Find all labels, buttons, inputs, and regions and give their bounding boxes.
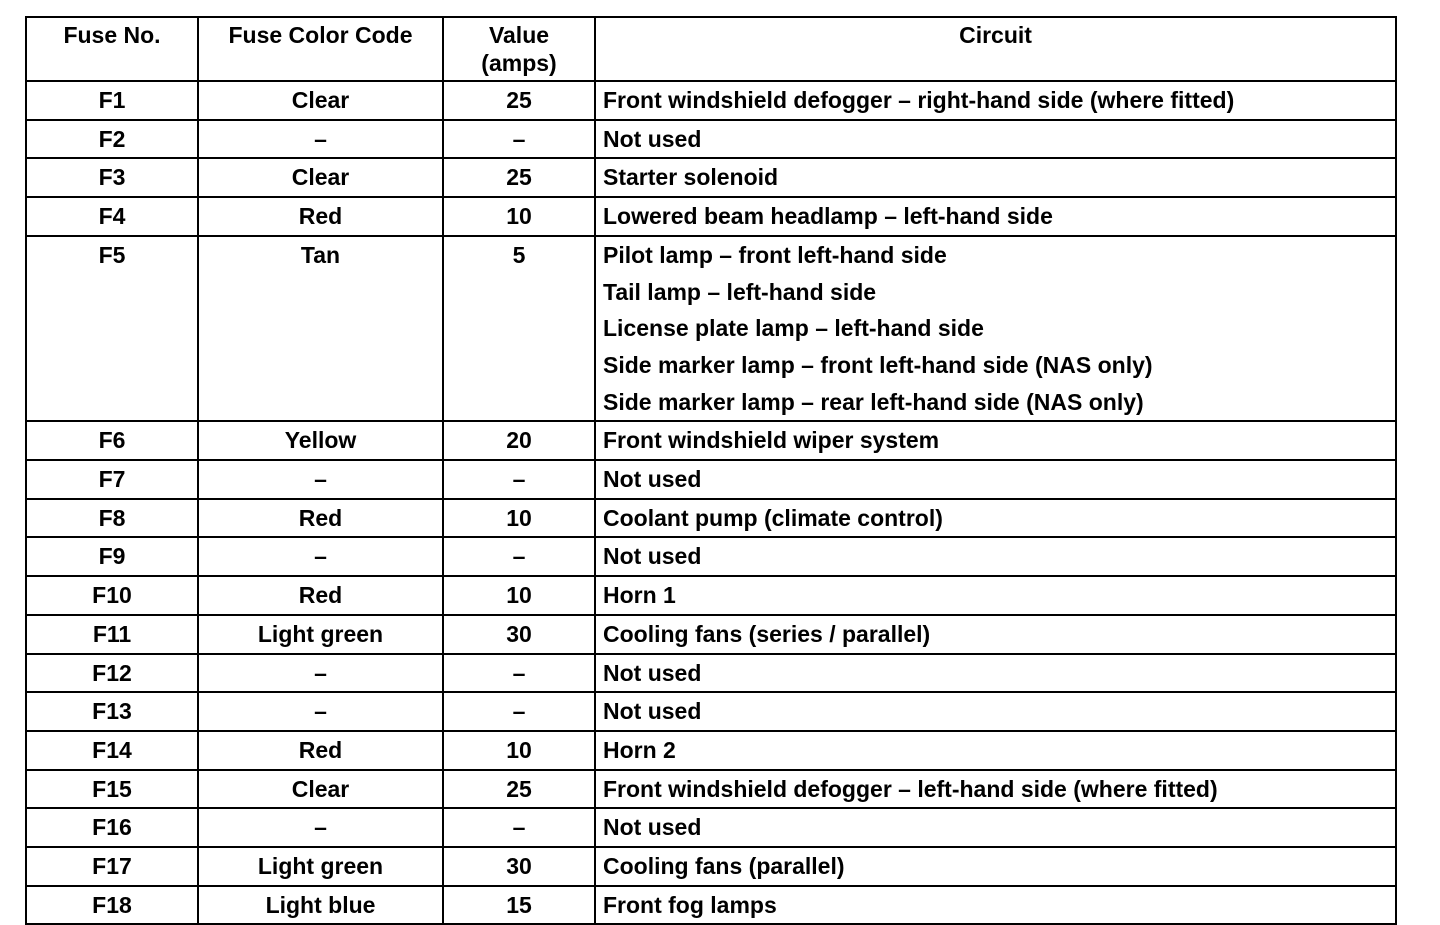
circuit-description: Coolant pump (climate control)	[603, 504, 943, 531]
fuse-number: F15	[26, 770, 198, 809]
fuse-circuit	[595, 499, 1396, 538]
fuse-color-code: Light green	[198, 615, 443, 654]
fuse-circuit	[595, 81, 1396, 120]
table-row	[26, 197, 1396, 236]
fuse-circuit	[595, 460, 1396, 499]
fuse-value-amps: –	[443, 537, 595, 576]
fuse-value-amps: 20	[443, 421, 595, 460]
fuse-value-amps: 5	[443, 236, 595, 422]
header-fuse-no: Fuse No.	[26, 17, 198, 81]
circuit-description: Pilot lamp – front left-hand side	[603, 241, 947, 268]
table-row	[26, 886, 1396, 925]
circuit-description: Cooling fans (parallel)	[603, 853, 845, 880]
header-value-line2: (amps)	[481, 50, 557, 76]
fuse-circuit	[595, 421, 1396, 460]
circuit-description: Not used	[603, 814, 702, 841]
fuse-color-code: –	[198, 692, 443, 731]
table-row	[26, 654, 1396, 693]
fuse-color-code: Clear	[198, 81, 443, 120]
fuse-circuit	[595, 120, 1396, 159]
fuse-value-amps: –	[443, 120, 595, 159]
fuse-number: F14	[26, 731, 198, 770]
fuse-color-code: Yellow	[198, 421, 443, 460]
fuse-number: F18	[26, 886, 198, 925]
fuse-number: F1	[26, 81, 198, 120]
circuit-description: Starter solenoid	[603, 164, 779, 191]
table-row	[26, 692, 1396, 731]
fuse-circuit	[595, 615, 1396, 654]
fuse-number: F2	[26, 120, 198, 159]
fuse-number: F9	[26, 537, 198, 576]
fuse-number: F6	[26, 421, 198, 460]
fuse-value-amps: –	[443, 460, 595, 499]
table-row	[26, 499, 1396, 538]
fuse-value-amps: 30	[443, 615, 595, 654]
fuse-value-amps: 15	[443, 886, 595, 925]
table-row	[26, 808, 1396, 847]
fuse-color-code: Light green	[198, 847, 443, 886]
fuse-table	[25, 16, 1397, 925]
fuse-value-amps: 30	[443, 847, 595, 886]
fuse-color-code: Tan	[198, 236, 443, 422]
header-row	[26, 17, 1396, 81]
fuse-value-amps: 25	[443, 81, 595, 120]
table-row	[26, 236, 1396, 422]
fuse-number: F16	[26, 808, 198, 847]
fuse-value-amps: 25	[443, 770, 595, 809]
circuit-description: Not used	[603, 466, 702, 493]
fuse-color-code: Red	[198, 731, 443, 770]
fuse-circuit	[595, 576, 1396, 615]
fuse-circuit	[595, 886, 1396, 925]
fuse-number: F11	[26, 615, 198, 654]
fuse-circuit	[595, 731, 1396, 770]
table-row	[26, 158, 1396, 197]
circuit-description: Lowered beam headlamp – left-hand side	[603, 203, 1053, 230]
fuse-color-code: –	[198, 654, 443, 693]
table-row	[26, 847, 1396, 886]
fuse-color-code: Red	[198, 576, 443, 615]
circuit-description: Front windshield wiper system	[603, 427, 940, 454]
table-row	[26, 421, 1396, 460]
fuse-circuit	[595, 236, 1396, 422]
circuit-description: Front windshield defogger – right-hand side (where fitted)	[603, 87, 1235, 113]
fuse-color-code: Red	[198, 499, 443, 538]
table-row	[26, 731, 1396, 770]
circuit-description: Tail lamp – left-hand side	[603, 278, 877, 305]
fuse-value-amps: –	[443, 654, 595, 693]
fuse-number: F5	[26, 236, 198, 422]
table-row	[26, 537, 1396, 576]
table-row	[26, 81, 1396, 120]
header-value	[443, 17, 595, 81]
fuse-value-amps: 10	[443, 197, 595, 236]
table-row	[26, 460, 1396, 499]
fuse-circuit	[595, 692, 1396, 731]
circuit-description: Front windshield defogger – left-hand side (where fitted)	[603, 775, 1218, 802]
circuit-description: Not used	[603, 125, 702, 152]
circuit-description: License plate lamp – left-hand side	[603, 315, 984, 342]
fuse-number: F13	[26, 692, 198, 731]
fuse-color-code: –	[198, 537, 443, 576]
circuit-description: Side marker lamp – front left-hand side (NAS only)	[603, 351, 1153, 378]
fuse-color-code: Clear	[198, 770, 443, 809]
circuit-description: Not used	[603, 659, 702, 686]
fuse-circuit	[595, 158, 1396, 197]
fuse-value-amps: 10	[443, 499, 595, 538]
fuse-value-amps: –	[443, 692, 595, 731]
fuse-circuit	[595, 770, 1396, 809]
circuit-description: Side marker lamp – rear left-hand side (NAS only)	[603, 388, 1144, 415]
header-color-code: Fuse Color Code	[198, 17, 443, 81]
table-row	[26, 770, 1396, 809]
fuse-circuit	[595, 537, 1396, 576]
fuse-color-code: –	[198, 460, 443, 499]
fuse-number: F17	[26, 847, 198, 886]
fuse-color-code: –	[198, 120, 443, 159]
table-row	[26, 615, 1396, 654]
circuit-description: Horn 2	[603, 736, 676, 763]
fuse-value-amps: 10	[443, 731, 595, 770]
fuse-value-amps: 10	[443, 576, 595, 615]
fuse-color-code: Light blue	[198, 886, 443, 925]
fuse-circuit	[595, 654, 1396, 693]
fuse-table-body	[26, 81, 1396, 924]
fuse-color-code: –	[198, 808, 443, 847]
fuse-circuit	[595, 847, 1396, 886]
fuse-value-amps: –	[443, 808, 595, 847]
fuse-table-header	[26, 17, 1396, 81]
fuse-number: F4	[26, 197, 198, 236]
fuse-number: F8	[26, 499, 198, 538]
header-value-line1: Value	[488, 22, 550, 48]
circuit-description: Cooling fans (series / parallel)	[603, 620, 931, 647]
circuit-description: Front fog lamps	[603, 891, 777, 918]
header-circuit: Circuit	[595, 17, 1396, 81]
fuse-number: F12	[26, 654, 198, 693]
fuse-number: F7	[26, 460, 198, 499]
table-row	[26, 576, 1396, 615]
circuit-description: Not used	[603, 698, 702, 725]
fuse-color-code: Clear	[198, 158, 443, 197]
circuit-description: Horn 1	[603, 582, 676, 609]
table-row	[26, 120, 1396, 159]
fuse-number: F10	[26, 576, 198, 615]
fuse-color-code: Red	[198, 197, 443, 236]
fuse-number: F3	[26, 158, 198, 197]
fuse-circuit	[595, 197, 1396, 236]
fuse-circuit	[595, 808, 1396, 847]
fuse-value-amps: 25	[443, 158, 595, 197]
circuit-description: Not used	[603, 543, 702, 570]
